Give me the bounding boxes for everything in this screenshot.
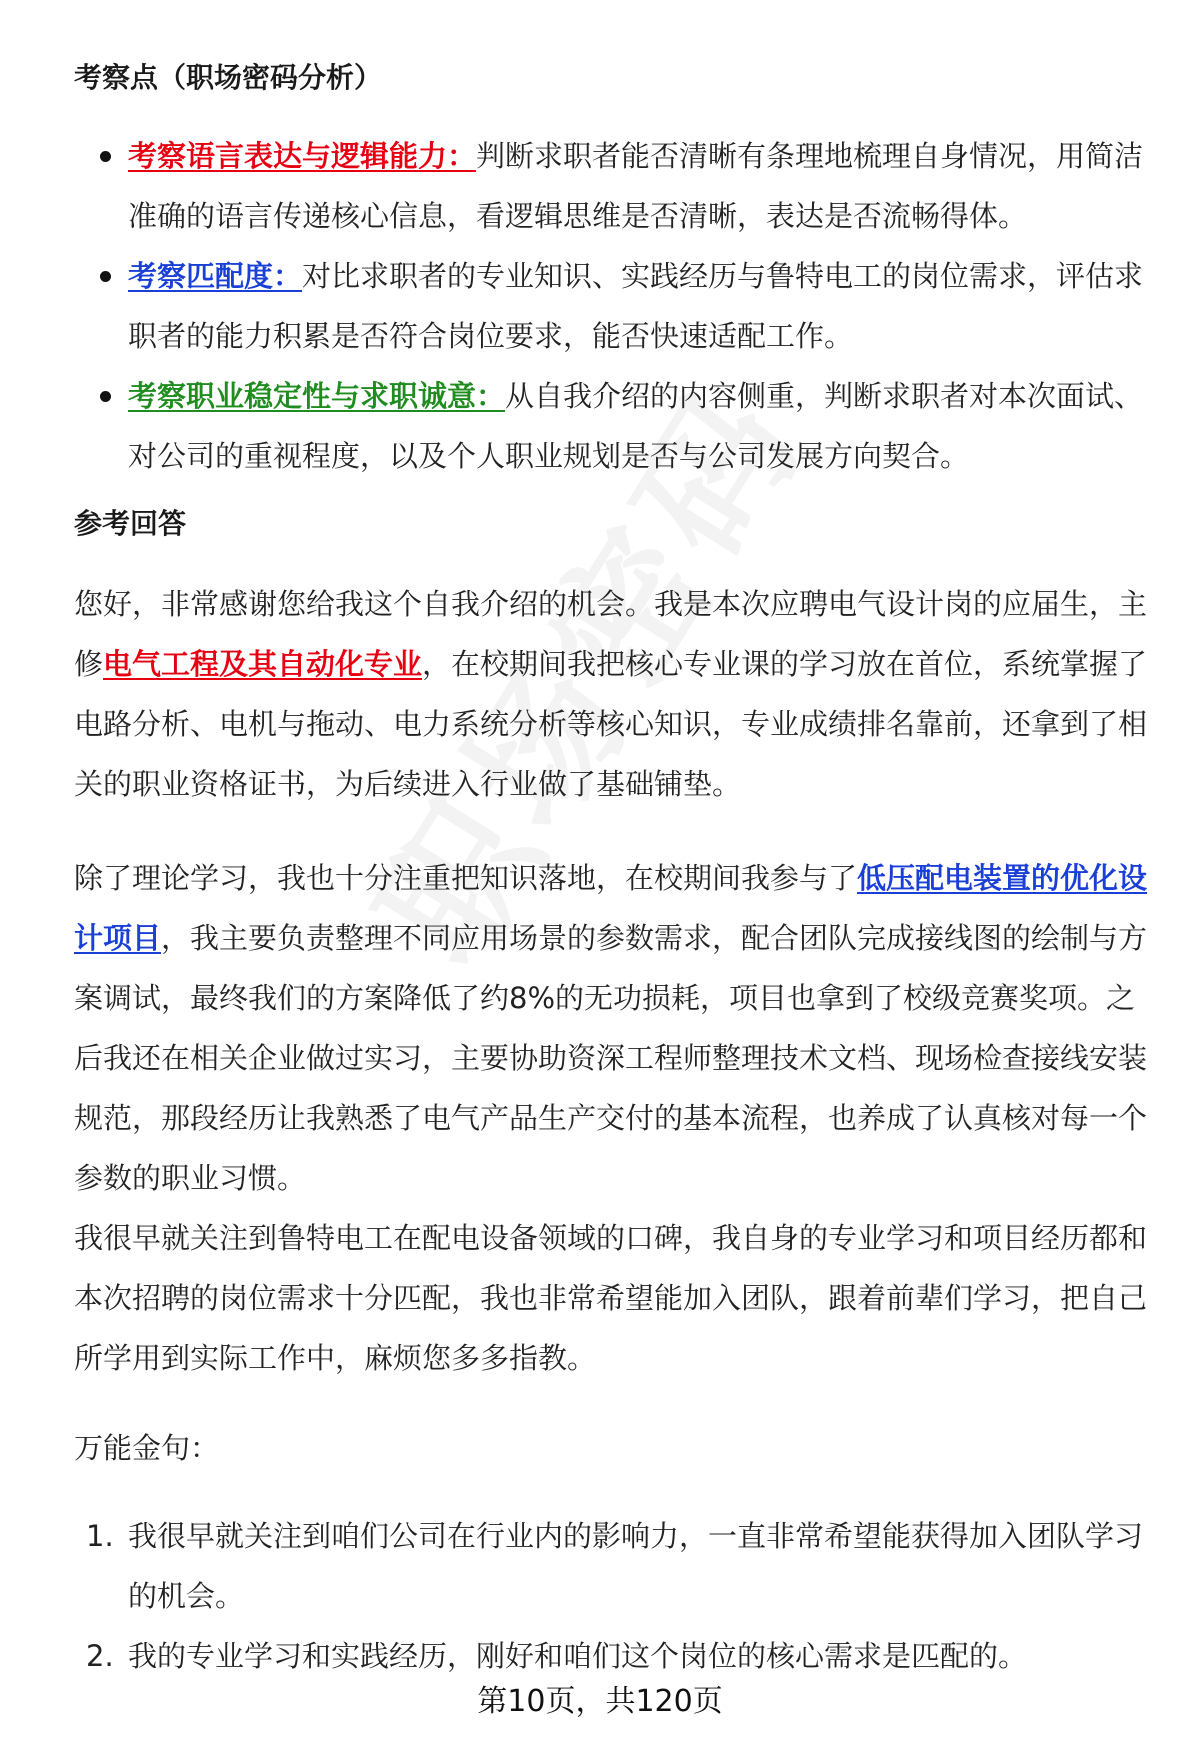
answer-paragraph-1 [74, 574, 1149, 814]
list-item [74, 246, 1149, 366]
golden-sentences-list [74, 1506, 1149, 1686]
bullet-text: 判断求职者能否清晰有条理地梳理自身情况，用简洁准确的语言传递核心信息，看逻辑思维是否清晰，表达是否流畅得体。 [128, 139, 1144, 233]
page-footer: 第10页，共120页 [477, 1684, 723, 1719]
bullet-label: 考察职业稳定性与求职诚意： [128, 379, 506, 413]
assessment-list [74, 126, 1149, 486]
paragraph-text: ，我主要负责整理不同应用场景的参数需求，配合团队完成接线图的绘制与方案调试，最终我们的方案降低了约8%的无功损耗，项目也拿到了校级竞赛奖项。之后我还在相关企业做过实习，主要协助资深工程师整理技术文档、现场检查接线安装规范，那段经历让我熟悉了电气产品生产交付的基本流程，也养成了认真核对每一个参数的职业习惯。 [74, 921, 1148, 1195]
item-text: 我很早就关注到咱们公司在行业内的影响力，一直非常希望能获得加入团队学习的机会。 [128, 1519, 1144, 1613]
bullet-text: 对比求职者的专业知识、实践经历与鲁特电工的岗位需求，评估求职者的能力积累是否符合岗位要求，能否快速适配工作。 [128, 259, 1144, 353]
paragraph-text: ，在校期间我把核心专业课的学习放在首位，系统掌握了电路分析、电机与拖动、电力系统分析等核心知识，专业成绩排名靠前，还拿到了相关的职业资格证书，为后续进入行业做了基础铺垫。 [74, 647, 1148, 801]
paragraph-text: 除了理论学习，我也十分注重把知识落地，在校期间我参与了 [74, 861, 858, 895]
highlight-project: 低压配电装置的优化设计项目 [74, 861, 1148, 955]
bullet-label: 考察语言表达与逻辑能力： [128, 139, 477, 173]
highlight-major: 电气工程及其自动化专业 [103, 647, 423, 681]
item-number: 2. [86, 1639, 114, 1673]
golden-sentences-title: 万能金句： [74, 1431, 220, 1465]
document-page [74, 58, 1149, 1686]
section-title-reference-answer: 参考回答 [74, 507, 187, 540]
answer-paragraph-3: 我很早就关注到鲁特电工在配电设备领域的口碑，我自身的专业学习和项目经历都和本次招聘的岗位需求十分匹配，我也非常希望能加入团队，跟着前辈们学习，把自己所学用到实际工作中，麻烦您多多指教。 [74, 1221, 1148, 1375]
section-title-assessment: 考察点（职场密码分析） [74, 61, 383, 94]
list-item [74, 366, 1149, 486]
list-item [74, 126, 1149, 246]
list-item [74, 1506, 1149, 1626]
list-item [74, 1626, 1149, 1686]
bullet-text: 从自我介绍的内容侧重，判断求职者对本次面试、对公司的重视程度，以及个人职业规划是否与公司发展方向契合。 [128, 379, 1144, 473]
answer-paragraph-2 [74, 848, 1149, 1208]
item-number: 1. [86, 1519, 114, 1553]
item-text: 我的专业学习和实践经历，刚好和咱们这个岗位的核心需求是匹配的。 [128, 1639, 1028, 1673]
paragraph-text: 您好，非常感谢您给我这个自我介绍的机会。我是本次应聘电气设计岗的应届生，主修 [74, 587, 1148, 681]
bullet-label: 考察匹配度： [128, 259, 303, 293]
